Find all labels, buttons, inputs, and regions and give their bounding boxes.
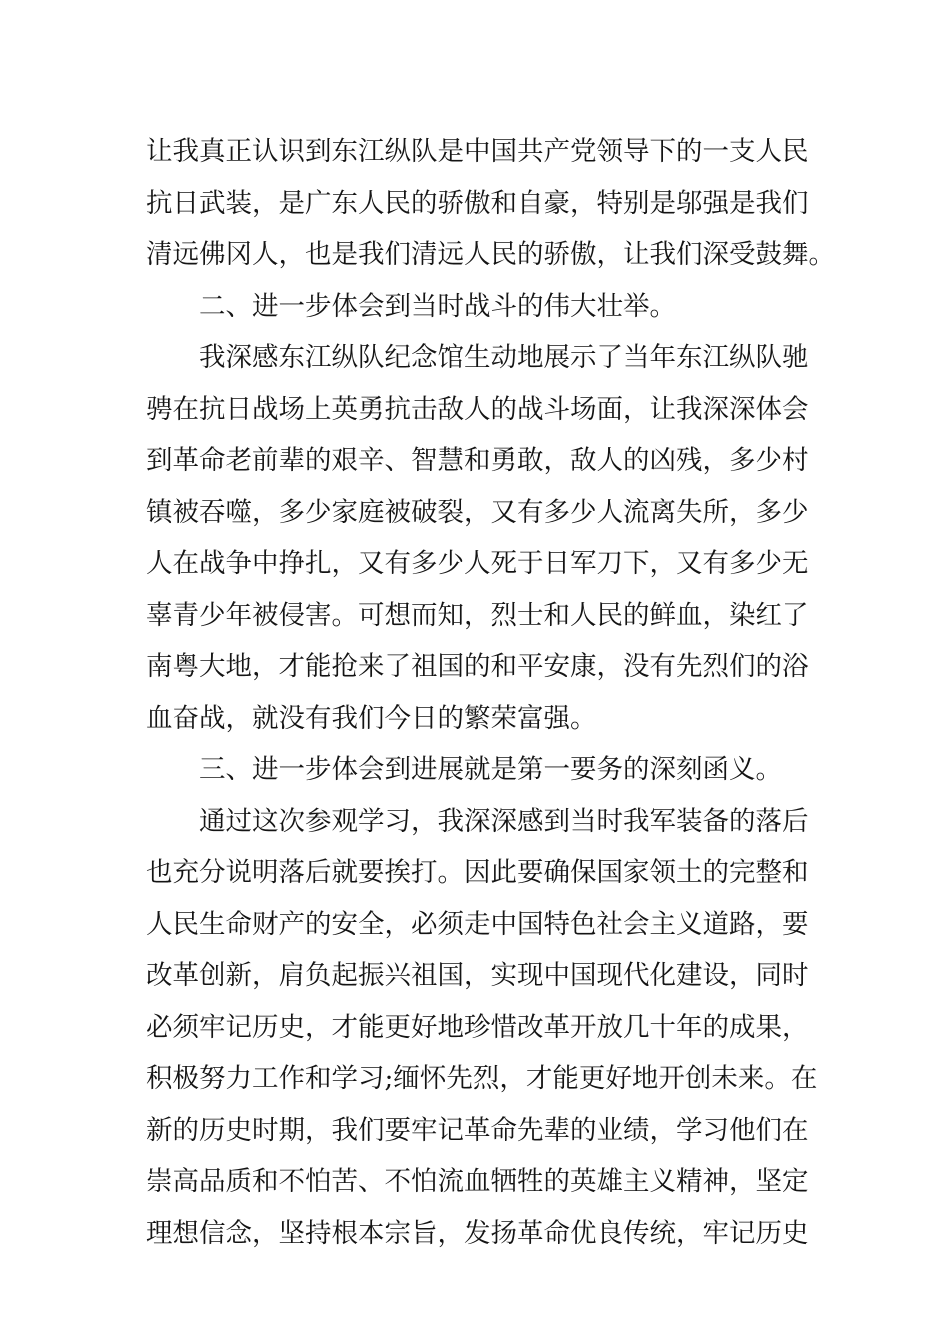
text-line: 改革创新，肩负起振兴祖国，实现中国现代化建设，同时 [146,960,809,991]
text-line: 必须牢记历史，才能更好地珍惜改革开放几十年的成果， [146,1011,809,1043]
text-line: 我深感东江纵队纪念馆生动地展示了当年东江纵队驰 [199,342,809,373]
section-heading: 二、进一步体会到当时战斗的伟大壮举。 [199,290,676,322]
text-line: 血奋战，就没有我们今日的繁荣富强。 [146,702,597,734]
text-line: 人在战争中挣扎，又有多少人死于日军刀下，又有多少无 [146,548,809,579]
text-line: 积极努力工作和学习;缅怀先烈，才能更好地开创未来。在 [146,1063,818,1094]
text-line: 到革命老前辈的艰辛、智慧和勇敢，敌人的凶残，多少村 [146,445,809,476]
text-line: 清远佛冈人，也是我们清远人民的骄傲，让我们深受鼓舞。 [146,239,835,270]
text-line: 也充分说明落后就要挨打。因此要确保国家领土的完整和 [146,857,809,888]
text-line: 南粤大地，才能抢来了祖国的和平安康，没有先烈们的浴 [146,651,809,682]
section-heading: 三、进一步体会到进展就是第一要务的深刻函义。 [199,754,782,785]
text-line: 抗日武装，是广东人民的骄傲和自豪，特别是邬强是我们 [146,187,809,219]
text-line: 崇高品质和不怕苦、不怕流血牺牲的英雄主义精神，坚定 [146,1166,809,1197]
text-line: 理想信念，坚持根本宗旨，发扬革命优良传统，牢记历史 [146,1217,809,1249]
text-line: 人民生命财产的安全，必须走中国特色社会主义道路，要 [146,908,809,940]
text-line: 辜青少年被侵害。可想而知，烈士和人民的鲜血，染红了 [146,599,809,631]
text-line: 骋在抗日战场上英勇抗击敌人的战斗场面，让我深深体会 [146,393,809,425]
text-line: 让我真正认识到东江纵队是中国共产党领导下的一支人民 [146,136,809,167]
text-line: 镇被吞噬，多少家庭被破裂，又有多少人流离失所，多少 [146,496,809,528]
text-line: 通过这次参观学习，我深深感到当时我军装备的落后 [199,805,809,837]
document-body [146,126,835,1259]
text-line: 新的历史时期，我们要牢记革命先辈的业绩，学习他们在 [146,1114,809,1146]
